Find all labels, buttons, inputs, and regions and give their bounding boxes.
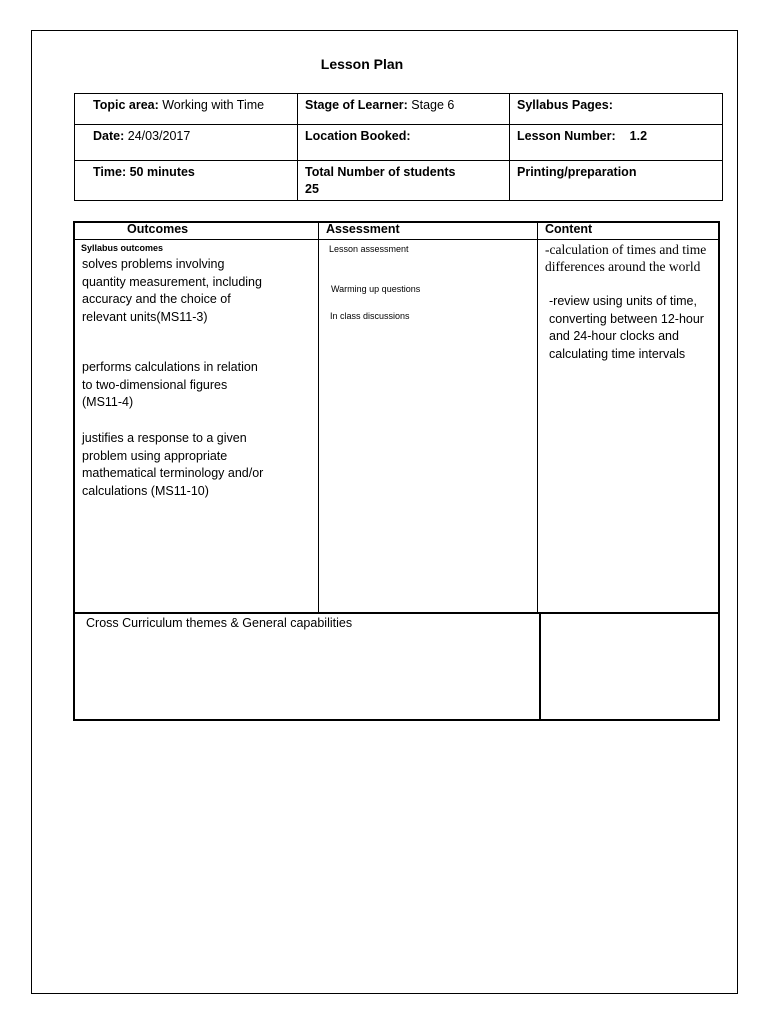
topic-area-cell: Topic area: Working with Time	[75, 94, 298, 125]
page-title: Lesson Plan	[320, 56, 404, 72]
students-cell: Total Number of students 25	[298, 161, 510, 201]
stage-cell: Stage of Learner: Stage 6	[298, 94, 510, 125]
lesson-number-cell: Lesson Number: 1.2	[510, 125, 723, 161]
content-item: -calculation of times and time differences around the world	[545, 242, 707, 274]
cross-curriculum-label: Cross Curriculum themes & General capabilities	[86, 616, 353, 630]
content-item: -review using units of time, converting between 12-hour and 24-hour clocks and calculating time intervals	[549, 294, 704, 361]
outcome-item: justifies a response to a given problem using appropriate mathematical terminology and/or calculations (MS11-10)	[82, 431, 264, 498]
syllabus-pages-cell: Syllabus Pages:	[510, 94, 723, 125]
assessment-item: Warming up questions	[331, 284, 421, 294]
location-cell: Location Booked:	[298, 125, 510, 161]
printing-cell: Printing/preparation	[510, 161, 723, 201]
assessment-divider	[537, 222, 538, 613]
outcome-item: solves problems involving quantity measurement, including accuracy and the choice of relevant units(MS11-3)	[82, 257, 262, 324]
outcomes-header: Outcomes	[127, 222, 189, 236]
syllabus-outcomes-heading: Syllabus outcomes	[81, 243, 164, 253]
assessment-header: Assessment	[326, 222, 400, 236]
outcome-item: performs calculations in relation to two-dimensional figures (MS11-4)	[82, 360, 258, 409]
cross-curriculum-divider	[73, 612, 720, 614]
assessment-item: Lesson assessment	[329, 244, 409, 254]
lesson-header-table	[74, 93, 723, 201]
column-header-divider	[73, 239, 720, 240]
outcomes-divider	[318, 222, 319, 613]
assessment-item: In class discussions	[330, 311, 410, 321]
date-cell: Date: 24/03/2017	[75, 125, 298, 161]
cross-curriculum-col-divider	[539, 613, 541, 720]
time-cell: Time: 50 minutes	[75, 161, 298, 201]
content-header: Content	[545, 222, 593, 236]
